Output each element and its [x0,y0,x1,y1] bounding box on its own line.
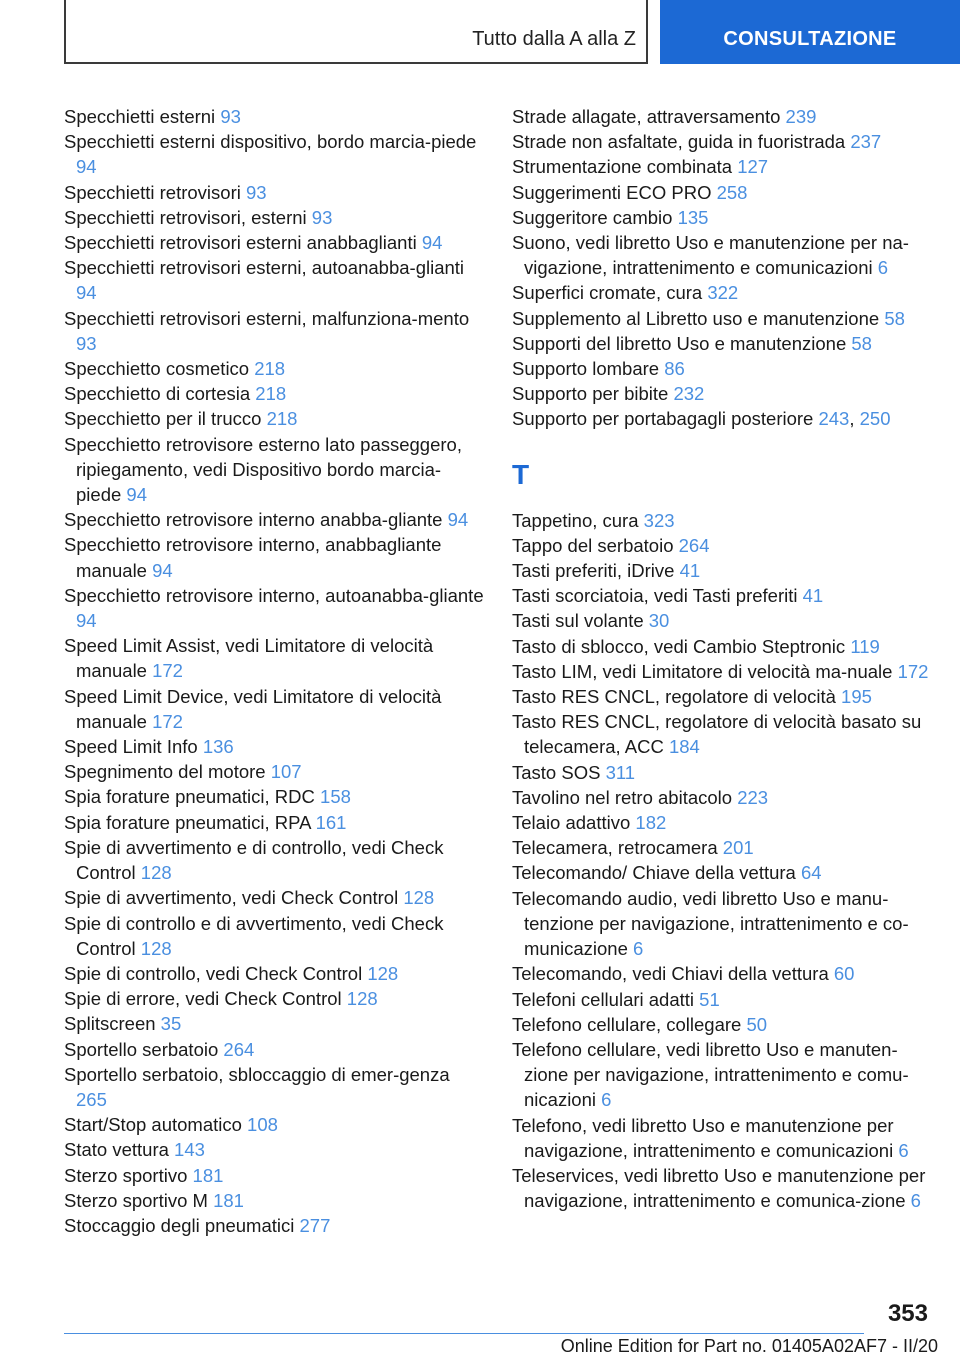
page-link[interactable]: 322 [707,282,739,304]
page-link[interactable]: 195 [841,686,872,708]
page-link[interactable]: 108 [247,1114,278,1136]
entry-text: Tavolino nel retro abitacolo [512,786,733,808]
entry-text: Tasti scorciatoia, vedi Tasti preferiti [512,585,798,607]
entry-text: Tasto RES CNCL, regolatore di velocità basato su telecamera, ACC [512,711,922,758]
entry-text: Stoccaggio degli pneumatici [64,1214,295,1236]
page-link[interactable]: 218 [255,383,287,405]
entry-text: Spie di avvertimento, vedi Check Control [64,887,399,909]
index-entry [64,129,484,179]
footer-edition [0,1336,938,1357]
page-link[interactable]: 184 [668,736,700,758]
entry-text: Start/Stop automatico [64,1114,242,1136]
page-link[interactable]: 58 [851,332,872,354]
entry-text: Tasto di sblocco, vedi Cambio Steptronic [512,635,846,657]
index-entry [64,432,484,508]
entry-text: Supporto per portabagagli posteriore [512,408,814,430]
index-entry [64,381,484,406]
entry-text: Tappo del serbatoio [512,534,674,556]
page-link[interactable]: 218 [266,408,298,430]
index-entry [64,734,484,759]
index-entry [64,1112,484,1137]
index-entry [64,104,484,129]
entry-text: Telaio adattivo [512,812,631,834]
index-entry [512,961,932,986]
edition-text: Online Edition for Part no. 01405A02AF7 - II/20 [560,1336,938,1356]
page-link[interactable]: 58 [884,307,905,329]
index-entry [64,1137,484,1162]
index-entry [512,634,932,659]
entry-text: Telefono cellulare, collegare [512,1013,742,1035]
index-entry [512,230,932,280]
index-entry [64,986,484,1011]
index-entry [64,810,484,835]
entry-text: Spie di avvertimento e di controllo, vedi Check Control [64,836,444,884]
index-entry [64,306,484,356]
index-entry [512,860,932,885]
index-entry [512,558,932,583]
entry-text: Specchietti retrovisori [64,181,241,203]
entry-text: Supplemento al Libretto uso e manutenzione [512,307,880,329]
entry-text: Sterzo sportivo [64,1164,188,1186]
index-entry [512,785,932,810]
index-entry [64,961,484,986]
entry-text: Tasto LIM, vedi Limitatore di velocità ma‐nuale [512,660,893,682]
page-link[interactable]: 161 [315,811,347,833]
index-entry [64,507,484,532]
entry-text: Specchietto retrovisore interno, anabbagliante manuale [64,534,442,581]
entry-text: Stato vettura [64,1139,169,1161]
index-entry [512,760,932,785]
page-link[interactable]: 94 [126,484,147,506]
entry-text: Sportello serbatoio [64,1038,219,1060]
entry-text: Spia forature pneumatici, RDC [64,786,315,808]
header-section-box [64,0,648,64]
page-link[interactable]: 250 [859,408,891,430]
entry-text: Telecomando audio, vedi libretto Uso e manu‐tenzione per navigazione, intrattenimento e co‐municazione [512,887,909,960]
page-link[interactable]: 6 [898,1139,909,1161]
page-link[interactable]: 94 [76,156,97,178]
page-link[interactable]: 41 [802,585,824,607]
entry-text: Splitscreen [64,1013,156,1035]
index-entry [512,154,932,179]
page-link[interactable]: 201 [722,837,754,859]
entry-text: Telefono, vedi libretto Uso e manutenzione per navigazione, intrattenimento e comunicazioni [512,1114,894,1161]
entry-text: Specchietti retrovisori esterni, malfunziona‐mento [64,307,470,329]
entry-text: Sterzo sportivo M [64,1189,208,1211]
page-link[interactable]: 128 [367,962,399,984]
index-entry [512,608,932,633]
index-entry [512,280,932,305]
page-link[interactable]: 94 [421,232,443,254]
index-entry [512,180,932,205]
page-link[interactable]: 30 [648,610,670,632]
index-entry [64,1037,484,1062]
entry-text: Specchietto per il trucco [64,408,262,430]
index-entry [512,659,932,684]
index-entry [64,1062,484,1112]
index-entry: Supporto per portabagagli posteriore 243, 250 [512,408,891,430]
page-link[interactable]: 239 [785,106,817,127]
page-link[interactable]: 264 [223,1038,255,1060]
page-link[interactable]: 128 [140,862,172,884]
page-link[interactable]: 93 [311,206,333,228]
entry-text: Specchietti esterni [64,106,216,127]
entry-text: Spie di controllo, vedi Check Control [64,962,363,984]
entry-text: Strumentazione combinata [512,156,733,178]
page-link[interactable]: 258 [716,181,748,203]
index-entry [64,406,484,431]
page-link[interactable]: 172 [152,710,183,732]
page-link[interactable]: 86 [664,358,685,380]
entry-text: Suono, vedi libretto Uso e manutenzione per na‐vigazione, intrattenimento e comunicazioni [512,232,909,279]
page-link[interactable]: 182 [635,812,667,834]
index-entry [512,129,932,154]
entry-text: Tasti sul volante [512,610,644,632]
page-link[interactable]: 158 [320,786,351,808]
page-link[interactable]: 6 [910,1190,921,1212]
page-link[interactable]: 135 [677,206,709,228]
page-link[interactable]: 119 [850,635,880,657]
page-link[interactable]: 311 [605,761,636,783]
page-link[interactable]: 181 [213,1189,244,1211]
entry-text: Teleservices, vedi libretto Uso e manutenzione per navigazione, intrattenimento e comunica‐zione [512,1164,926,1212]
page-link[interactable]: 6 [877,257,889,279]
entry-text: Supporto per bibite [512,383,669,405]
footer-divider [64,1333,864,1334]
index-entry [64,633,484,683]
page-link[interactable]: 181 [192,1164,224,1186]
index-entry [64,532,484,582]
entry-text: Specchietto di cortesia [64,383,251,405]
index-entry [512,1012,932,1037]
chapter-tab [660,0,960,64]
index-entry [512,709,932,759]
entry-text: Suggerimenti ECO PRO [512,181,712,203]
index-entry [64,1213,484,1238]
index-group-t [512,508,932,1214]
entry-text: Superfici cromate, cura [512,282,703,304]
page-link[interactable]: 143 [174,1139,205,1161]
index-entry [64,1163,484,1188]
entry-text: Tappetino, cura [512,509,639,531]
page-link[interactable]: 94 [76,282,97,304]
page-link[interactable]: 127 [737,156,769,178]
entry-text: Telecomando/ Chiave della vettura [512,862,796,884]
entry-text: Specchietto cosmetico [64,358,250,380]
page-link[interactable]: 50 [746,1013,768,1035]
index-entry [512,987,932,1012]
page-link[interactable]: 323 [643,509,675,531]
index-entry [64,684,484,734]
page-link[interactable]: 94 [76,610,97,632]
page-link[interactable]: 265 [76,1088,107,1110]
page-link[interactable]: 277 [299,1214,331,1236]
entry-text: Telefono cellulare, vedi libretto Uso e manuten‐zione per navigazione, intrattenimento e comu‐nicazioni [512,1038,909,1111]
page-link[interactable]: 107 [270,761,302,783]
entry-text: Supporto lombare [512,358,660,380]
page-link[interactable]: 136 [202,736,234,758]
index-entry [512,835,932,860]
entry-text: Strade non asfaltate, guida in fuoristrada [512,131,846,153]
entry-text: Speed Limit Device, vedi Limitatore di velocità manuale [64,685,442,732]
page-link[interactable]: 94 [447,509,469,531]
entry-text: Spie di controllo e di avvertimento, vedi Check Control [64,912,444,959]
index-entry [64,205,484,230]
page-link[interactable]: 93 [220,106,241,127]
index-entry [64,784,484,809]
entry-text: Speed Limit Info [64,736,198,758]
entry-text: Telecamera, retrocamera [512,837,718,859]
page-link[interactable]: 128 [403,887,435,909]
index-entry [64,759,484,784]
index-entry [512,331,932,356]
page-link[interactable]: 223 [737,786,769,808]
index-entry [512,1163,932,1213]
index-entry [512,684,932,709]
page-link[interactable]: 51 [699,988,720,1010]
entry-text: Spia forature pneumatici, RPA [64,811,311,833]
index-entry [512,810,932,835]
letter-heading-t: T [512,458,530,490]
entry-text: Spegnimento del motore [64,761,266,783]
index-entry [64,356,484,381]
page-link[interactable]: 35 [160,1013,182,1035]
index-column-left [64,104,484,1238]
index-entry [64,835,484,885]
index-entry [64,255,484,305]
index-entry [512,886,932,962]
chapter-title: CONSULTAZIONE [723,28,897,50]
page-link[interactable]: 264 [678,534,710,556]
entry-text: Telefoni cellulari adatti [512,988,695,1010]
page-link[interactable]: 243 [818,408,850,430]
index-entry [512,1113,932,1163]
page-link[interactable]: 6 [601,1089,612,1111]
entry-text: Tasto SOS [512,761,601,783]
entry-text: Tasti preferiti, iDrive [512,560,675,582]
section-title: Tutto dalla A alla Z [472,28,636,50]
index-entry [512,306,932,331]
page-link[interactable]: 128 [346,988,378,1010]
entry-text: Specchietti retrovisori esterni anabbaglianti [64,232,417,254]
entry-text: Supporti del libretto Uso e manutenzione [512,332,847,354]
entry-text: Specchietto retrovisore interno, autoanabba‐gliante [64,584,484,606]
index-entry [64,583,484,633]
page-link[interactable]: 218 [254,358,286,380]
index-entry [64,180,484,205]
index-entry [512,381,932,406]
page-link[interactable]: 41 [679,560,701,582]
index-column-right [512,104,932,1213]
entry-text: Strade allagate, attraversamento [512,106,781,127]
entry-text: Sportello serbatoio, sbloccaggio di emer‐genza [64,1063,450,1085]
page-link[interactable]: 128 [140,937,172,959]
page-link[interactable]: 172 [897,660,929,682]
index-entry [64,911,484,961]
page-link[interactable]: 172 [152,660,183,682]
page-link[interactable]: 64 [800,862,822,884]
entry-text: Telecomando, vedi Chiavi della vettura [512,963,829,985]
entry-text: Specchietto retrovisore interno anabba‐gliante [64,509,443,531]
index-entry [512,533,932,558]
index-entry [64,885,484,910]
index-entry [512,1037,932,1113]
entry-text: Speed Limit Assist, vedi Limitatore di velocità manuale [64,635,434,682]
page-link[interactable]: 93 [76,332,97,354]
page-link[interactable]: 60 [833,963,855,985]
index-entry [64,1011,484,1036]
page-link[interactable]: 94 [152,559,173,581]
entry-text: Suggeritore cambio [512,206,673,228]
page-link[interactable]: 6 [633,938,644,960]
entry-text: Tasto RES CNCL, regolatore di velocità [512,686,836,708]
index-entry [512,205,932,230]
entry-text: Specchietti retrovisori, esterni [64,206,307,228]
index-entry [512,104,932,129]
index-group-s [512,104,932,432]
page-link[interactable]: 232 [673,383,705,405]
page-link[interactable]: 93 [245,181,267,203]
index-entry [512,583,932,608]
index-entry [512,356,932,381]
page-number: 353 [887,1300,928,1327]
entry-text: Specchietti retrovisori esterni, autoanabba‐glianti [64,257,465,279]
entry-text: Spie di errore, vedi Check Control [64,988,342,1010]
page-link[interactable]: 237 [850,131,882,153]
entry-text: Specchietti esterni dispositivo, bordo marcia‐piede [64,131,477,153]
index-entry [512,508,932,533]
index-entry [64,230,484,255]
index-entry [64,1188,484,1213]
entry-text: Specchietto retrovisore esterno lato passeggero, ripiegamento, vedi Dispositivo bordo marcia‐piede [64,433,462,506]
